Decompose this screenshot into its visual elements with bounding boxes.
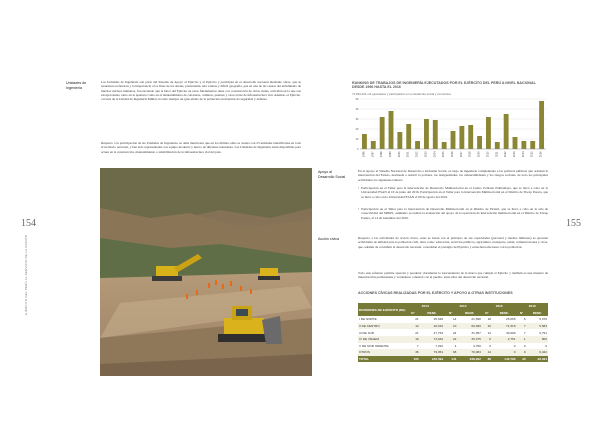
x-tick-label: 2006 (451, 151, 454, 158)
table-cell: 21 (415, 317, 419, 322)
y-tick-label: 50 (355, 98, 359, 101)
table-cell: 140,790 (492, 356, 516, 363)
column-header-count: N° (482, 310, 492, 317)
x-tick-label: 2009 (477, 151, 481, 158)
table-cell: 6 (482, 336, 492, 343)
table-row-total (358, 356, 548, 363)
table-cell: 19 (406, 336, 419, 343)
column-header-count: N° (516, 310, 526, 317)
bar (442, 142, 447, 149)
table-cell: 21 (415, 330, 419, 335)
x-tick-label: 2013 (513, 151, 516, 158)
column-header-year: 2014 (444, 303, 482, 310)
table-cell: 40,009 (506, 330, 516, 335)
table-row (358, 329, 548, 336)
table-cell: 12 (406, 323, 419, 330)
table-cell: 25,648 (433, 317, 444, 322)
social-bullet-1 (358, 186, 548, 199)
x-tick-label: 2007 (459, 151, 463, 158)
table-cell: 10 (444, 323, 457, 330)
section-label-civic: Acción cívica (318, 237, 339, 241)
x-tick-label: 2001 (406, 151, 410, 158)
x-tick-label: 2004 (433, 151, 437, 158)
bullet-marker: • (358, 186, 360, 190)
bar (424, 119, 429, 149)
bar (486, 117, 491, 149)
table-cell: 9 (516, 349, 526, 356)
bar-chart-svg (352, 97, 548, 163)
chart-subtitle: 71,694,231 m2 ejecutados y participación en el desarrollo social y económico (352, 92, 452, 96)
y-tick-label: 20 (355, 128, 359, 131)
page-number-right: 155 (566, 218, 581, 229)
x-tick-label: 2011 (495, 151, 499, 157)
table-cell: 31,057 (471, 330, 481, 335)
table-cell: 800 (527, 336, 548, 343)
column-header-year: 2016 (516, 303, 548, 310)
table-cell: 68 (444, 349, 457, 356)
x-tick-label: 2015 (530, 151, 534, 158)
table-cell: 28,034 (527, 356, 548, 363)
section-label-engineering: Unidades de Ingeniería (66, 81, 87, 90)
bullet-text: Participación en el Taller para la intervención de Desarrollo Multisectorial en el Centro Poblado Palmaldaya, que se llevó a cabo en la Universidad ESAN el 16 de junio del 2016. Participación en el Taller para la intervención Multisectorial en el Distrito de Tiwap Pazara, que se llevó a cabo en la Universidad ESAN el 09 de agosto del 2016. (361, 186, 548, 199)
table-cell: 4 (454, 343, 457, 348)
construction-photo (100, 168, 312, 376)
table-cell: 79,083 (457, 349, 481, 356)
section-label-social: Apoyo al Desarrollo Social (318, 170, 346, 179)
table-cell: 0 (492, 349, 516, 356)
bar (415, 141, 420, 149)
bar (521, 141, 526, 149)
x-tick-label: 2003 (424, 151, 428, 158)
row-division: II DE CENTRO (358, 323, 406, 330)
x-tick-label: 1996 (362, 151, 366, 158)
table-cell: 14 (482, 349, 492, 356)
bar (380, 117, 385, 149)
table-cell: 7 (516, 323, 526, 330)
column-header-beneficiaries: BENF. (492, 310, 516, 317)
civic-actions-table (358, 303, 548, 362)
table-cell: 79,851 (420, 349, 444, 356)
x-tick-label: 2010 (486, 151, 490, 158)
table-cell: 10 (482, 323, 492, 330)
table-cell: 69,399 (457, 323, 481, 330)
y-tick-label: 0 (357, 148, 359, 151)
table-cell: 0 (489, 343, 492, 348)
table-cell: 36 (406, 349, 419, 356)
table-title: ACCIONES CÍVICAS REALIZADAS POR EL EJÉRCITO Y APOYO A OTRAS INSTITUCIONES (358, 291, 513, 295)
table-cell: 6 (523, 317, 526, 322)
table-cell: 22 (444, 336, 457, 343)
table-cell: 9,791 (539, 330, 547, 335)
table-row (358, 343, 548, 350)
table-cell: 240,594 (420, 356, 444, 363)
bar (406, 124, 411, 149)
x-tick-label: 2014 (521, 151, 525, 158)
x-tick-label: 2002 (415, 151, 419, 158)
table-cell: 1 (516, 336, 526, 343)
table-row (358, 336, 548, 343)
row-division: V DE NOR ORIENTE (359, 343, 389, 348)
row-division: OTROS (358, 349, 406, 356)
table-row (358, 349, 548, 356)
table-cell: 25,065 (506, 317, 516, 322)
table-cell: 18 (487, 317, 492, 322)
bar (495, 142, 500, 149)
bar (468, 125, 473, 149)
civic-paragraph-2: Todo este esfuerzo permite apreciar y ponderar claramente la trascendencia de la marca que cumple el Ejército y también es una muestra de muestras más permanentes y verdaderas cohesión con el pueblo, entre ellos del desarrollo nacional. (358, 271, 548, 280)
column-header-year: 2015 (482, 303, 517, 310)
bar (477, 136, 482, 149)
bar (397, 132, 402, 149)
bar (362, 134, 367, 149)
table-cell: 5,070 (539, 317, 547, 322)
bar (433, 120, 438, 149)
bar (539, 101, 544, 149)
bar (504, 114, 509, 149)
page-number-left: 154 (21, 218, 36, 229)
table-cell: 80 (482, 356, 492, 363)
table-row (358, 316, 548, 323)
column-header-beneficiaries: BENF. (457, 310, 481, 317)
table-cell: 6,422 (527, 349, 548, 356)
table-cell: 24 (452, 330, 457, 335)
bar (530, 141, 535, 149)
table-cell: 21,598 (471, 317, 481, 322)
bar (371, 141, 376, 149)
table-cell: 4,750 (473, 343, 481, 348)
row-division: I DE NORTE (359, 317, 377, 322)
social-bullet-2 (358, 207, 548, 220)
column-header-division: DIVISIONES DE EJÉRCITO (DE) (358, 303, 406, 316)
table-cell: 0 (523, 343, 526, 348)
row-division: TOTAL (358, 356, 406, 363)
civic-paragraph-1: Respecto a las actividades de acción cívica, estas se basan con el principio de sus capacidades (personal y medios militares) se ejecutan actividades de utilidad para la población civil, tales como: educación, servicios públicos, agricultura, transporte, salud, comunicaciones y otros, que, además de contribuir al desarrollo nacional, consolidan el prestigio del Ejército y estrechan relaciones con la población. (358, 236, 548, 249)
bar (513, 137, 518, 149)
table-cell: 2,751 (492, 336, 516, 343)
x-tick-label: 2008 (468, 151, 472, 158)
x-tick-label: 2016 (539, 151, 543, 158)
column-header-beneficiaries: BENF. (527, 310, 548, 317)
table-row (358, 323, 548, 330)
bar (389, 111, 394, 149)
table-cell: 71,518 (492, 323, 516, 330)
table-cell: 35,375 (457, 336, 481, 343)
vertical-caption: EJÉRCITO DEL PERÚ AL SERVICIO DE LA NACIÓN (24, 234, 28, 315)
data-table (358, 303, 548, 362)
column-header-count: N° (406, 310, 419, 317)
table-cell: 238,262 (457, 356, 481, 363)
x-tick-label: 2012 (504, 151, 508, 158)
table-cell: 47,753 (433, 330, 444, 335)
bullet-text: Participación en el Taller para la intervención de Desarrollo Multisectorial en el Distrito de Pichari, que se llevó a cabo en la sala de conectividad del MIDIS, asimismo se realizó la evaluación del apoyo de la operación de intervención multisectorial en el Distrito de Tiwap Pazara, el 14 de setiembre del 2016. (361, 207, 548, 220)
table-cell: 105 (406, 356, 419, 363)
table-cell: 7 (416, 343, 419, 348)
table-cell: 33 (516, 356, 526, 363)
table-cell: 26,610 (420, 323, 444, 330)
x-tick-label: 1998 (380, 151, 384, 158)
table-cell: 74,632 (420, 336, 444, 343)
table-cell: 7 (523, 330, 526, 335)
engineering-paragraph-2: Respecto a la participación de las Unidades de Ingeniería, se debe mencionar que en los últimos años se cuenta con 23 unidades identificadas en todo el territorio nacional, y han sido representadas con equipo moderno y nuevo de diferente naturaleza. Las Unidades de Ingeniería están disponibles para actuar en la construcción, mantenimiento o rehabilitación de la infraestructura vial del país. (101, 141, 301, 154)
bar-chart (352, 97, 548, 163)
table-cell: 14 (487, 330, 492, 335)
row-division: IV DE VRAEM (358, 336, 406, 343)
x-tick-label: 1997 (371, 151, 375, 158)
y-tick-label: 40 (355, 108, 359, 111)
table-cell: 0 (513, 343, 516, 348)
bar (451, 131, 456, 149)
table-cell: 7,010 (435, 343, 444, 348)
social-intro: En el Apoyo al Sistema Nacional de Desarrollo e Inclusión Social, el cargo de ingeniería complementa a las políticas públicas que orientan la intervención del Estado, destinada a reducir la pobreza, las desigualdades, las vulnerabilidades y los riesgos sociales, de todo los principales actividades los siguientes talleres: (358, 169, 548, 182)
bar (459, 126, 464, 149)
column-header-count: N° (444, 310, 457, 317)
table-cell: 14 (452, 317, 457, 322)
table-cell: 5,583 (527, 323, 548, 330)
chart-title: RANKING DE TRABAJOS DE INGENIERÍA EJECUTADOS POR EL EJÉRCITO DEL PERÚ A NIVEL NACIONAL DESDE 1996 HASTA EL 2016 (352, 81, 536, 90)
column-header-beneficiaries: BENF. (420, 310, 444, 317)
y-tick-label: 10 (355, 138, 359, 141)
bullet-marker: • (358, 207, 360, 211)
table-cell: 0 (545, 343, 547, 348)
row-division: III DE SUR (359, 330, 375, 335)
table-cell: 141 (444, 356, 457, 363)
column-header-year: 2013 (406, 303, 444, 310)
y-tick-label: 30 (355, 118, 359, 121)
x-tick-label: 2005 (442, 151, 446, 158)
x-tick-label: 1999 (389, 151, 392, 158)
engineering-paragraph-1: Las Unidades de Ingeniería son parte del Sistema de Apoyo al Ejército y al Ejército y participan en el desarrollo nacional mediante obras, que se resuelven en función y la importancia a los fines de los Andes, presentando una valiosa y difícil geografía, que en una de las causas del aislamiento de muchos núcleos humanos, favoreciendo que la labor del Ejército en estos fundamentos tiene a la construcción de obras viales, actividad en la que son excepcionales, tanto en la apertura como en el mantenimiento de carreteras, caminos, puentes y otros obras de infraestructura vial. Además, el Ejército, a través de la Unidad de Ingeniería Militar, ha sido siempre un gran aliado de la población en materias de seguridad y defensa. (101, 80, 301, 102)
x-tick-label: 2000 (397, 151, 401, 158)
